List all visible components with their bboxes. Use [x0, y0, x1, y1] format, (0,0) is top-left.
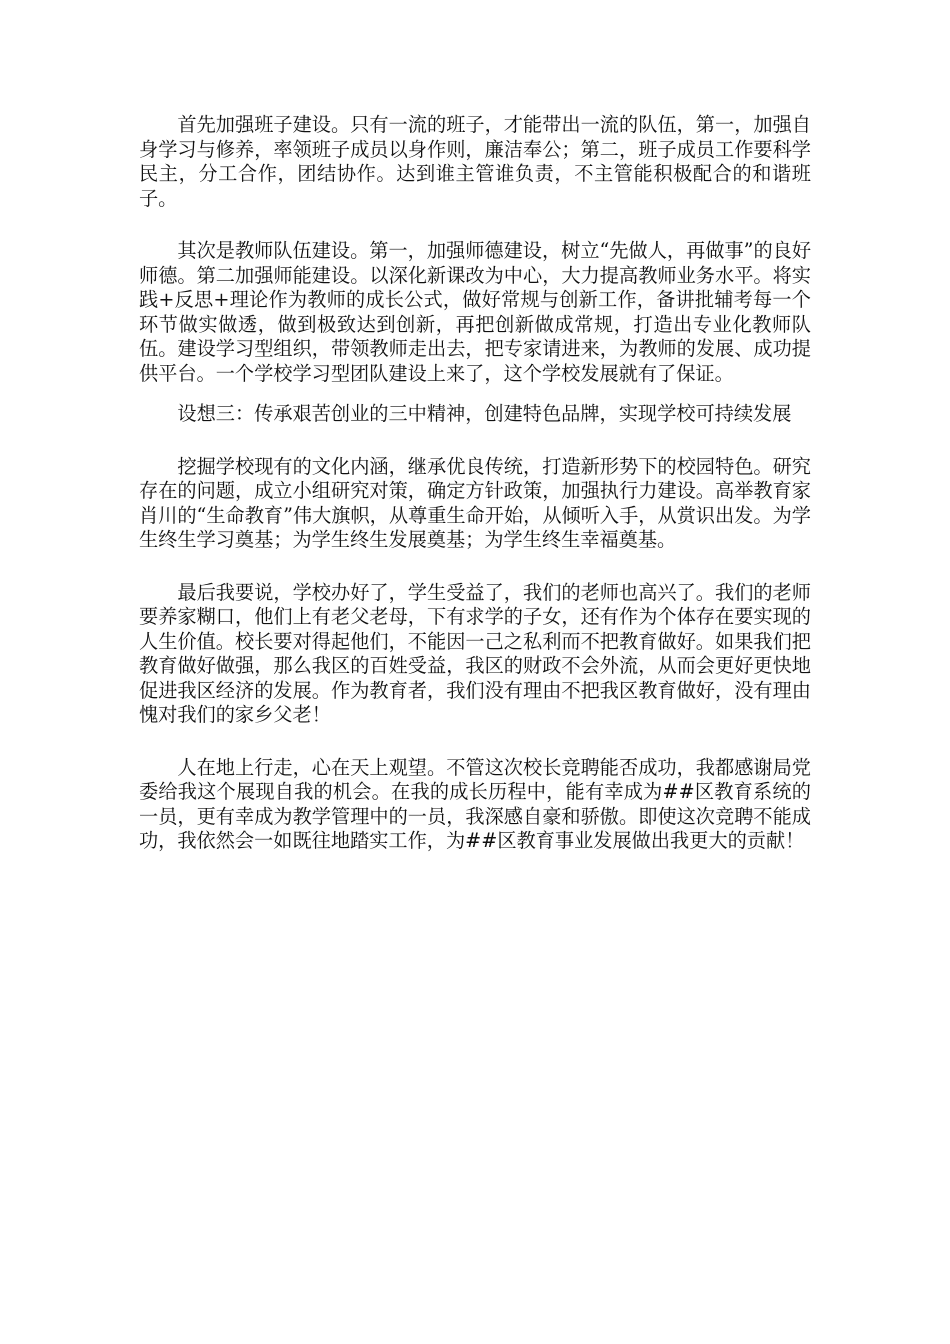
paragraph-closing: 人在地上行走，心在天上观望。不管这次校长竞聘能否成功，我都感谢局党委给我这个展现自我的机会。在我的成长历程中，能有幸成为##区教育系统的一员，更有幸成为教学管理中的一员，我深感自豪和骄傲。即使这次竞聘不能成功，我依然会一如既往地踏实工作，为##区教育事业发展做出我更大的贡献！ — [139, 755, 811, 852]
document-page — [139, 113, 811, 854]
paragraph-school-culture: 挖掘学校现有的文化内涵，继承优良传统，打造新形势下的校园特色。研究存在的问题，成立小组研究对策，确定方针政策，加强执行力建设。高举教育家肖川的“生命教育”伟大旗帜，从尊重生命开始，从倾听入手，从赏识出发。为学生终生学习奠基；为学生终生发展奠基；为学生终生幸福奠基。 — [139, 454, 811, 551]
paragraph-conclusion: 最后我要说，学校办好了，学生受益了，我们的老师也高兴了。我们的老师要养家糊口，他们上有老父老母，下有求学的子女，还有作为个体存在要实现的人生价值。校长要对得起他们，不能因一己之私利而不把教育做好。如果我们把教育做好做强，那么我区的百姓受益，我区的财政不会外流，从而会更好更快地促进我区经济的发展。作为教育者，我们没有理由不把我区教育做好，没有理由愧对我们的家乡父老！ — [139, 580, 811, 726]
paragraph-leadership-team: 首先加强班子建设。只有一流的班子，才能带出一流的队伍，第一，加强自身学习与修养，率领班子成员以身作则，廉洁奉公；第二，班子成员工作要科学民主，分工合作，团结协作。达到谁主管谁负责，不主管能积极配合的和谐班子。 — [139, 113, 811, 210]
section-heading-idea-three: 设想三：传承艰苦创业的三中精神，创建特色品牌，实现学校可持续发展 — [177, 402, 792, 425]
paragraph-teacher-team: 其次是教师队伍建设。第一，加强师德建设，树立“先做人，再做事”的良好师德。第二加强师能建设。以深化新课改为中心，大力提高教师业务水平。将实践+反思+理论作为教师的成长公式，做好常规与创新工作，备讲批辅考每一个环节做实做透，做到极致达到创新，再把创新做成常规，打造出专业化教师队伍。建设学习型组织，带领教师走出去，把专家请进来，为教师的发展、成功提供平台。一个学校学习型团队建设上来了，这个学校发展就有了保证。 — [139, 239, 812, 385]
